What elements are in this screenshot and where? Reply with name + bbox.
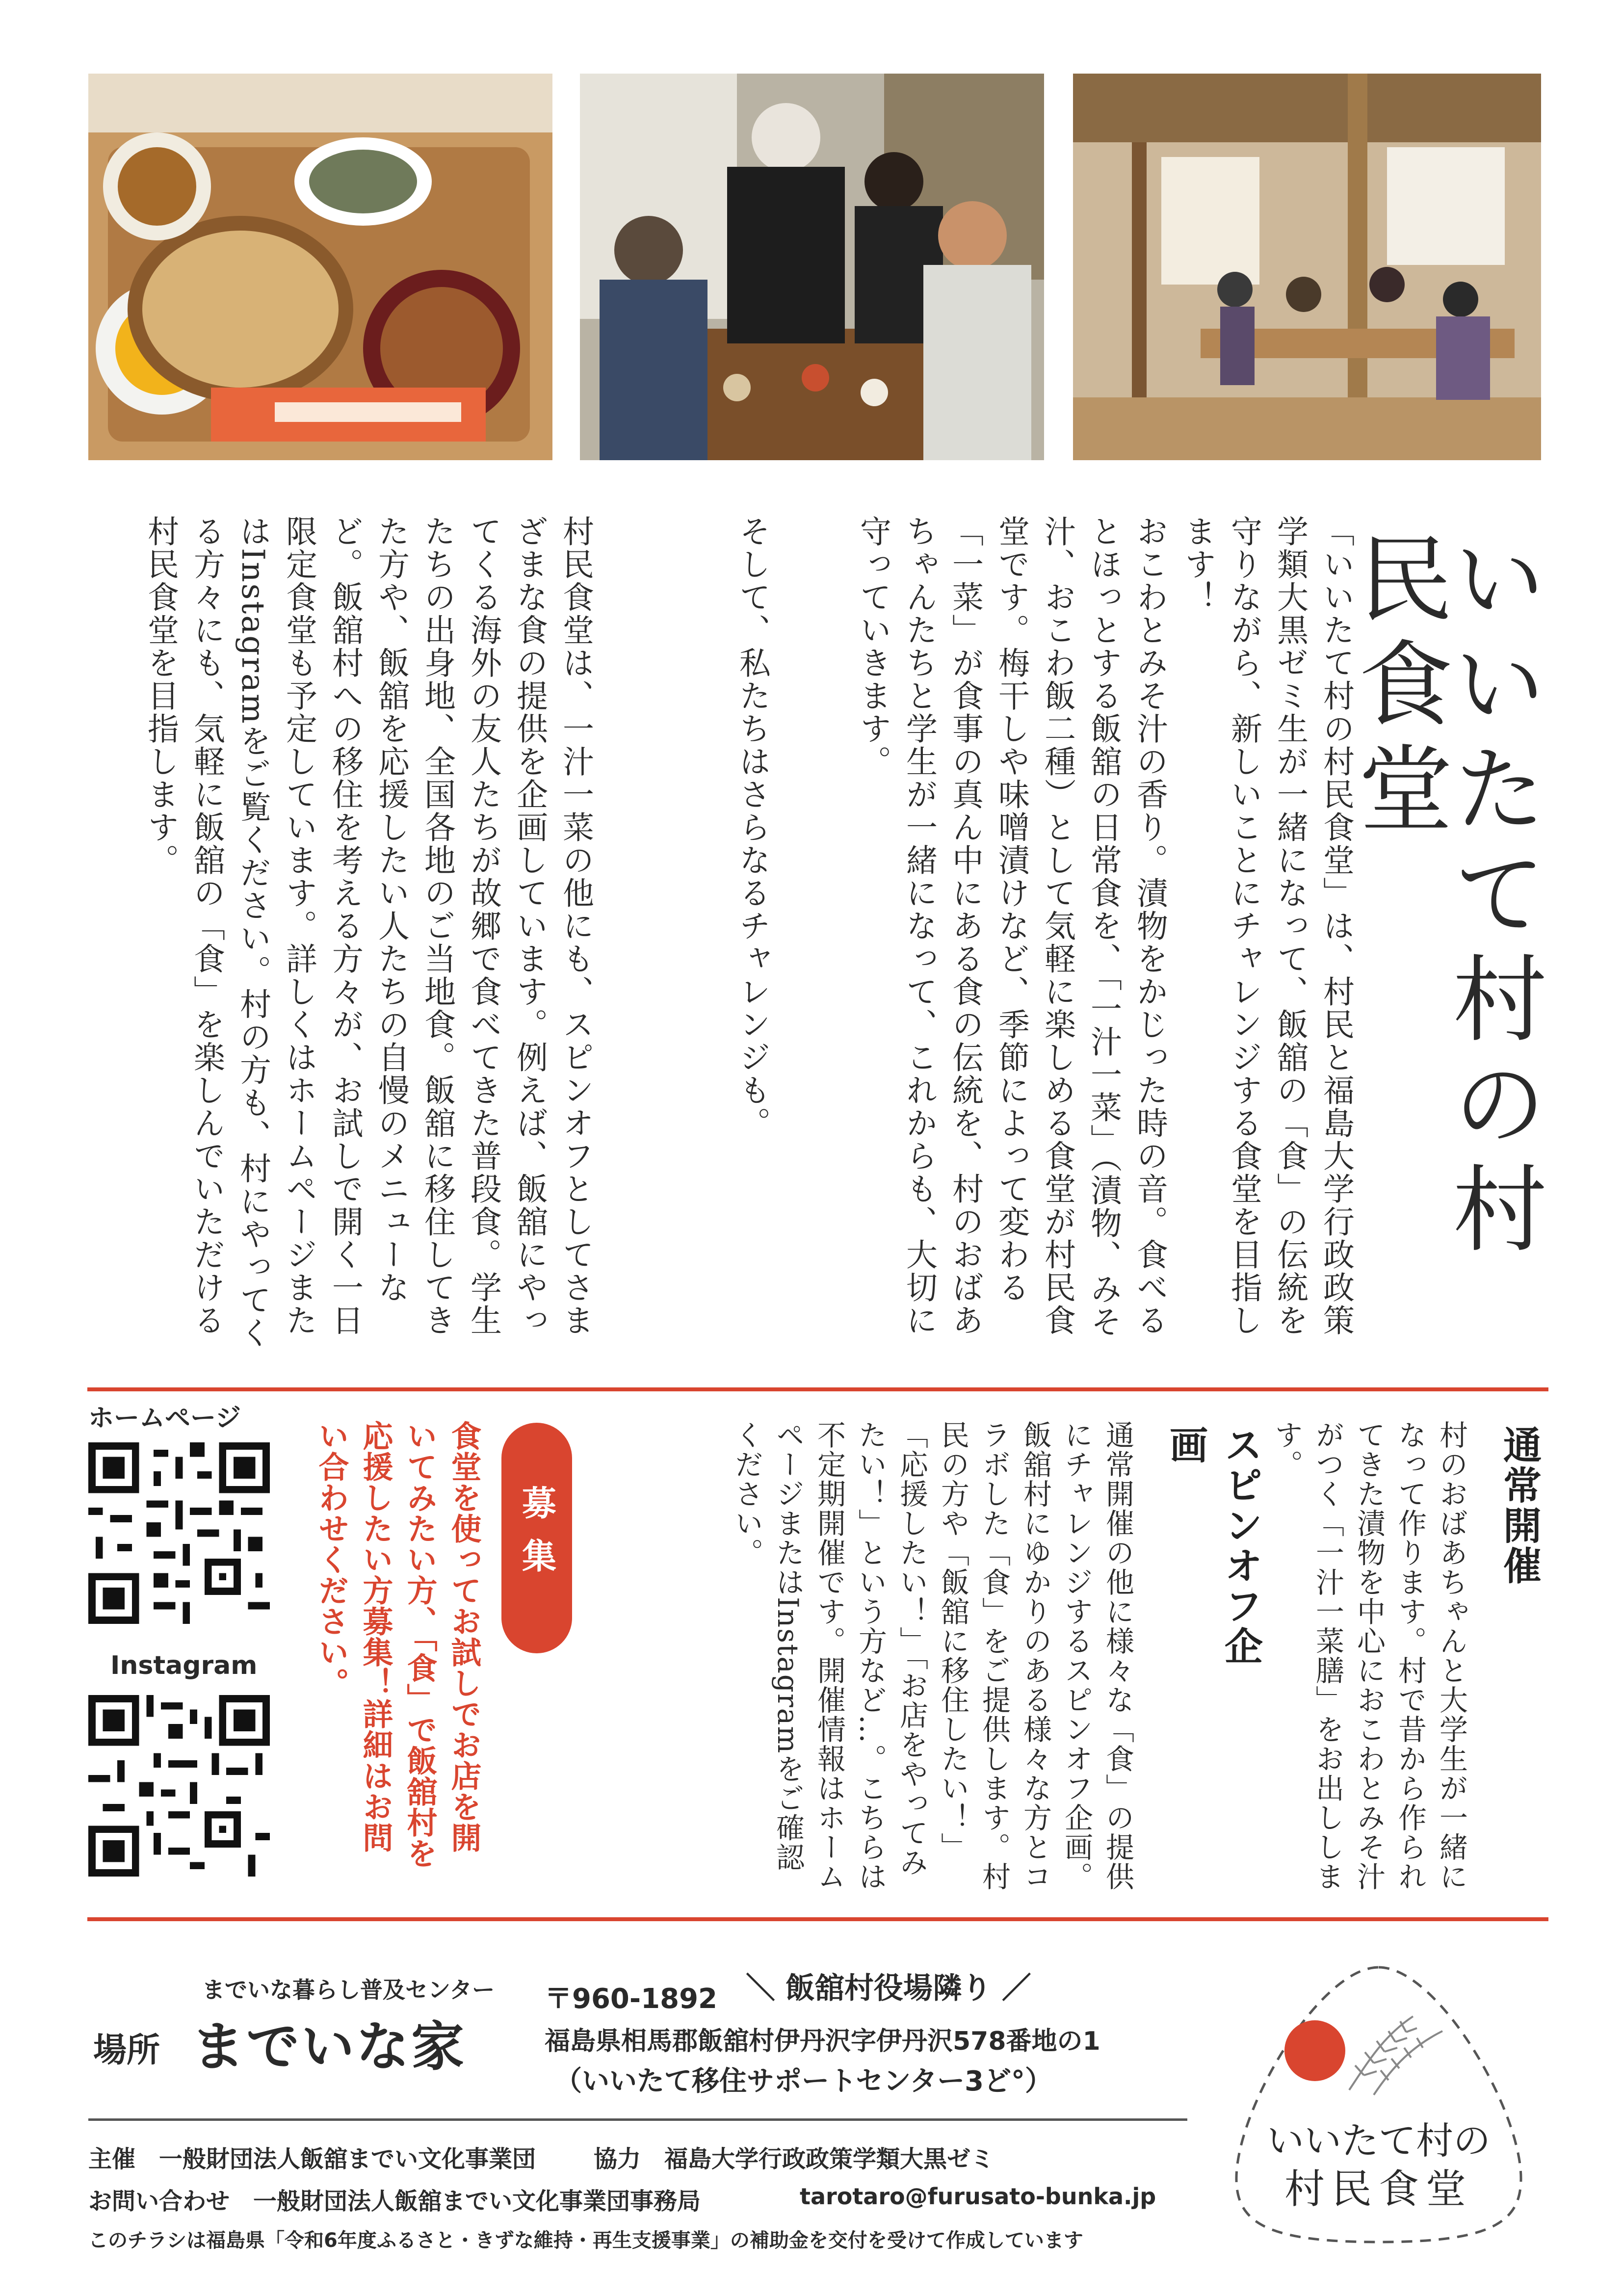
center-name: までいな暮らし普及センター (202, 1977, 495, 2003)
logo-line-2: 村民食堂 (1284, 2166, 1473, 2213)
red-divider-bottom (87, 1917, 1548, 1921)
homepage-qr-code[interactable] (88, 1442, 270, 1624)
homepage-qr-label: ホームページ (88, 1404, 241, 1433)
red-sun-icon (1284, 2020, 1345, 2081)
photo-cooking-demo (580, 74, 1044, 460)
page-title: いいたて村の村民食堂 (1342, 530, 1546, 1265)
address: 福島県相馬郡飯舘村伊丹沢字伊丹沢578番地の1 (545, 2027, 1100, 2056)
instagram-qr-code[interactable] (88, 1695, 270, 1877)
organizer: 主催 一般財団法人飯舘までい文化事業団 (88, 2145, 536, 2173)
logo-line-1: いいたて村の (1267, 2119, 1491, 2163)
intro-paragraph-1: 「いいたて村の村民食堂」は、村民と福島大学行政政策学類大黒ゼミ生が一緒になって、飯舘の「食」の伝統を守りながら、新しいことにチャレンジする食堂を目指します！ (1179, 515, 1354, 1337)
intro-paragraph-2: おこわとみそ汁の香り。漬物をかじった時の音。食べるとほっとする飯舘の日常食を、「一汁一菜」（漬物、みそ汁、おこわ飯二種）として気軽に楽しめる食堂が村民食堂です。梅干しや味噌漬けなど、季節によって変わる「一菜」が食事の真ん中にある食の伝統を、村のおばあちゃんたちと学生が一緒になって、これからも、大切に守っていきます。 (855, 515, 1168, 1338)
spinoff-body: 通常開催の他に様々な「食」の提供にチャレンジするスピンオフ企画。飯舘村にゆかりのある様々な方とコラボした「食」をご提供します。村民の方や「飯舘に移住したい！」「応援したい！」「お店をやってみたい！」という方など…。こちらは不定期開催です。開催情報はホームページまたはInstagramをご確認ください。 (730, 1420, 1134, 1891)
intro-paragraph-4: 村民食堂は、一汁一菜の他にも、スピンオフとしてさまざまな食の提供を企画しています。例えば、飯舘にやってくる海外の友人たちが故郷で食べてきた普段食。学生たちの出身地、全国各地のご当地食。飯舘に移住してきた方や、飯舘を応援したい人たちの自慢のメニューなど。飯舘村への移住を考える方々が、お試しで開く一日限定食堂も予定しています。詳しくはホームページまたはInstagramをご覧ください。村の方も、村にやってくる方々にも、気軽に飯舘の「食」を楽しんでいただける村民食堂を目指します。 (142, 515, 594, 1350)
instagram-qr-label: Instagram (110, 1651, 258, 1680)
contact: お問い合わせ 一般財団法人飯舘までい文化事業団事務局 (88, 2188, 701, 2215)
footer-divider (88, 2118, 1187, 2121)
address-note: （いいたて移住サポートセンター3ど°） (554, 2065, 1053, 2097)
place-label: 場所 (93, 2031, 160, 2070)
photo-meal-tray (88, 74, 552, 460)
contact-email[interactable]: tarotaro@furusato-bunka.jp (800, 2183, 1156, 2210)
photo-dining-hall (1073, 74, 1541, 460)
subsidy-note: このチラシは福島県「令和6年度ふるさと・きずな維持・再生支援事業」の補助金を交付を受けて作成しています (88, 2229, 1083, 2252)
red-divider-top (87, 1387, 1548, 1391)
regular-body: 村のおばあちゃんと大学生が一緒になって作ります。村で昔から作られてきた漬物を中心におこわとみそ汁がつく「一汁一菜膳」をお出しします。 (1270, 1420, 1468, 1891)
postal-code: 〒960-1892 (545, 1983, 717, 2015)
recruit-body: 食堂を使ってお試しでお店を開いてみたい方、「食」で飯舘村を応援したい方募集！詳細はお問い合わせください。 (314, 1420, 482, 1869)
shop-logo (1227, 1948, 1531, 2252)
recruit-badge-label: 募集 (516, 1485, 557, 1591)
intro-paragraph-3: そして、私たちはさらなるチャレンジも。 (734, 515, 770, 1140)
rice-plant-icon (1349, 2016, 1442, 2095)
cooperation: 協力 福島大学行政政策学類大黒ゼミ (594, 2145, 995, 2173)
place-name: までいな家 (191, 2016, 467, 2078)
spinoff-heading: スピンオフ企画 (1163, 1425, 1262, 1667)
recruit-badge (501, 1423, 572, 1653)
regular-heading: 通常開催 (1497, 1425, 1541, 1586)
landmark-note: ＼ 飯舘村役場隣り ／ (746, 1971, 1031, 2006)
